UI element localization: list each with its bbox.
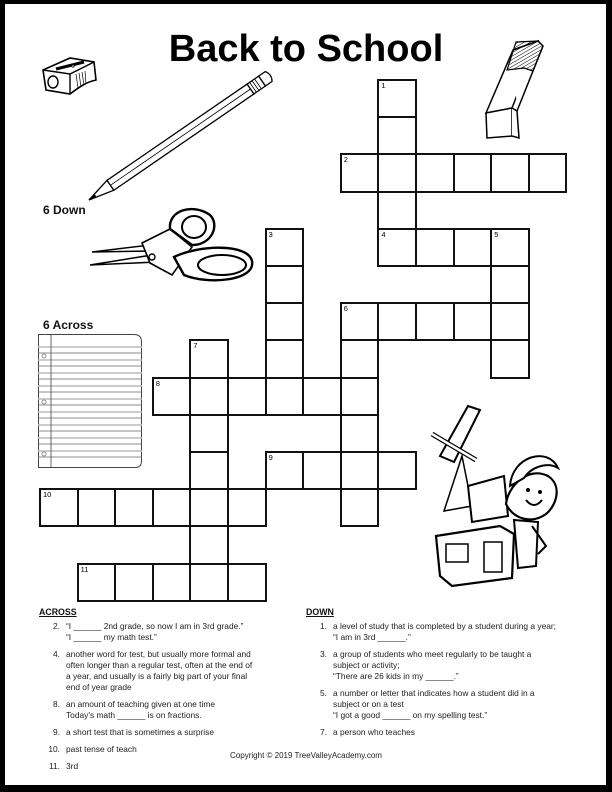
clue-text: a year, and usually is a fairly big part of your final — [66, 671, 248, 681]
clue-number: 8 — [155, 378, 160, 388]
clue-text: a number or letter that indicates how a student did in a — [333, 688, 535, 698]
clue-text: “I am in 3rd ______.” — [333, 632, 411, 642]
clue-number: 5. — [320, 688, 327, 698]
across-heading: ACROSS — [39, 607, 77, 617]
clue-text: past tense of teach — [66, 744, 137, 754]
crossword-cell[interactable] — [152, 377, 192, 416]
clue-number: 11 — [80, 564, 89, 574]
crossword-cell[interactable] — [227, 377, 267, 416]
clue-number: 2 — [343, 155, 348, 165]
crossword-cell[interactable] — [189, 377, 229, 416]
clue-text: “I ______ my math test.” — [66, 632, 157, 642]
crossword-cell[interactable] — [265, 302, 305, 341]
crossword-cell[interactable] — [528, 153, 568, 192]
crossword-cell[interactable] — [265, 228, 305, 267]
crossword-cell[interactable] — [415, 302, 455, 341]
down-clue — [306, 727, 596, 738]
six-down-label: 6 Down — [43, 203, 86, 217]
clue-number: 10 — [43, 490, 52, 500]
clue-number: 3 — [268, 229, 273, 239]
copyright-notice: Copyright © 2019 TreeValleyAcademy.com — [230, 751, 382, 760]
crossword-cell[interactable] — [453, 153, 493, 192]
crossword-cell[interactable] — [490, 153, 530, 192]
clue-number: 4 — [381, 229, 386, 239]
schoolboy-with-backpack-icon — [428, 396, 558, 586]
crossword-cell[interactable] — [415, 228, 455, 267]
crossword-cell[interactable] — [490, 339, 530, 378]
crossword-cell[interactable] — [77, 488, 117, 527]
clue-text: often longer than a regular test, often at the end of — [66, 660, 253, 670]
crossword-cell[interactable] — [189, 525, 229, 564]
clue-number: 9 — [268, 453, 273, 462]
clue-number: 11. — [48, 761, 60, 771]
across-clue — [39, 761, 299, 772]
crossword-cell[interactable] — [490, 302, 530, 341]
clue-text: Today's math ______ is on fractions. — [66, 710, 202, 720]
across-clue — [39, 699, 299, 721]
crossword-cell[interactable] — [340, 414, 380, 453]
crossword-cell[interactable] — [340, 377, 380, 416]
crossword-cell[interactable] — [302, 451, 342, 490]
crossword-cell[interactable] — [265, 265, 305, 304]
crossword-cell[interactable] — [377, 228, 417, 267]
clue-number: 5 — [494, 229, 499, 239]
eraser-icon — [483, 38, 545, 146]
crossword-cell[interactable] — [77, 563, 117, 602]
down-clues — [306, 607, 596, 744]
clue-number: 6 — [343, 304, 348, 314]
crossword-cell[interactable] — [114, 488, 154, 527]
crossword-cell[interactable] — [453, 302, 493, 341]
across-clue — [39, 727, 299, 738]
clue-text: a short test that is sometimes a surprise — [66, 727, 215, 737]
clue-number: 7. — [320, 727, 327, 737]
clue-text: “I got a good ______ on my spelling test.” — [333, 710, 488, 720]
crossword-cell[interactable] — [377, 79, 417, 118]
clue-text: “There are 26 kids in my ______.” — [333, 671, 459, 681]
down-clue — [306, 621, 596, 643]
crossword-cell[interactable] — [377, 153, 417, 192]
crossword-cell[interactable] — [490, 228, 530, 267]
crossword-cell[interactable] — [377, 191, 417, 230]
clue-text: 3rd — [66, 761, 79, 771]
crossword-cell[interactable] — [415, 153, 455, 192]
clue-text: a level of study that is completed by a student during a year; — [333, 621, 556, 631]
clue-number: 8. — [53, 699, 60, 709]
crossword-cell[interactable] — [227, 563, 267, 602]
crossword-cell[interactable] — [377, 116, 417, 155]
clue-text: a person who teaches — [333, 727, 415, 737]
notebook-paper-icon — [38, 334, 142, 468]
crossword-cell[interactable] — [189, 414, 229, 453]
crossword-cell[interactable] — [227, 488, 267, 527]
clue-number: 10. — [48, 744, 60, 754]
crossword-cell[interactable] — [265, 339, 305, 378]
crossword-cell[interactable] — [340, 339, 380, 378]
clue-text: an amount of teaching given at one time — [66, 699, 215, 709]
clue-number: 2. — [53, 621, 60, 631]
clue-number: 4. — [53, 649, 60, 659]
crossword-cell[interactable] — [114, 563, 154, 602]
crossword-cell[interactable] — [340, 302, 380, 341]
crossword-cell[interactable] — [453, 228, 493, 267]
scissors-icon — [88, 205, 258, 295]
down-heading: DOWN — [306, 607, 334, 617]
six-across-label: 6 Across — [43, 318, 94, 332]
clue-text: a group of students who meet regularly to be taught a — [333, 649, 532, 659]
across-clue — [39, 649, 299, 693]
down-clue — [306, 649, 596, 682]
crossword-cell[interactable] — [490, 265, 530, 304]
clue-text: “I ______ 2nd grade, so now I am in 3rd grade.” — [66, 621, 244, 631]
crossword-cell[interactable] — [189, 563, 229, 602]
crossword-cell[interactable] — [39, 488, 79, 527]
clue-number: 1. — [320, 621, 327, 631]
crossword-cell[interactable] — [377, 302, 417, 341]
pencil-icon — [85, 72, 275, 204]
across-clue — [39, 621, 299, 643]
crossword-cell[interactable] — [302, 377, 342, 416]
clue-number: 9. — [53, 727, 60, 737]
crossword-cell[interactable] — [377, 451, 417, 490]
crossword-cell[interactable] — [340, 488, 380, 527]
clue-number: 7 — [193, 341, 198, 351]
clue-text: another word for test, but usually more formal and — [66, 649, 251, 659]
crossword-cell[interactable] — [340, 153, 380, 192]
crossword-cell[interactable] — [152, 563, 192, 602]
crossword-cell[interactable] — [189, 339, 229, 378]
crossword-cell[interactable] — [265, 377, 305, 416]
clue-text: subject or on a test — [333, 699, 404, 709]
clue-text: end of year grade — [66, 682, 132, 692]
page-title: Back to School — [168, 28, 444, 70]
crossword-cell[interactable] — [152, 488, 192, 527]
crossword-cell[interactable] — [189, 451, 229, 490]
crossword-cell[interactable] — [265, 451, 305, 490]
crossword-cell[interactable] — [189, 488, 229, 527]
crossword-cell[interactable] — [340, 451, 380, 490]
clue-text: subject or activity; — [333, 660, 400, 670]
down-clue — [306, 688, 596, 721]
clue-number: 1 — [381, 81, 386, 90]
clue-number: 3. — [320, 649, 327, 659]
